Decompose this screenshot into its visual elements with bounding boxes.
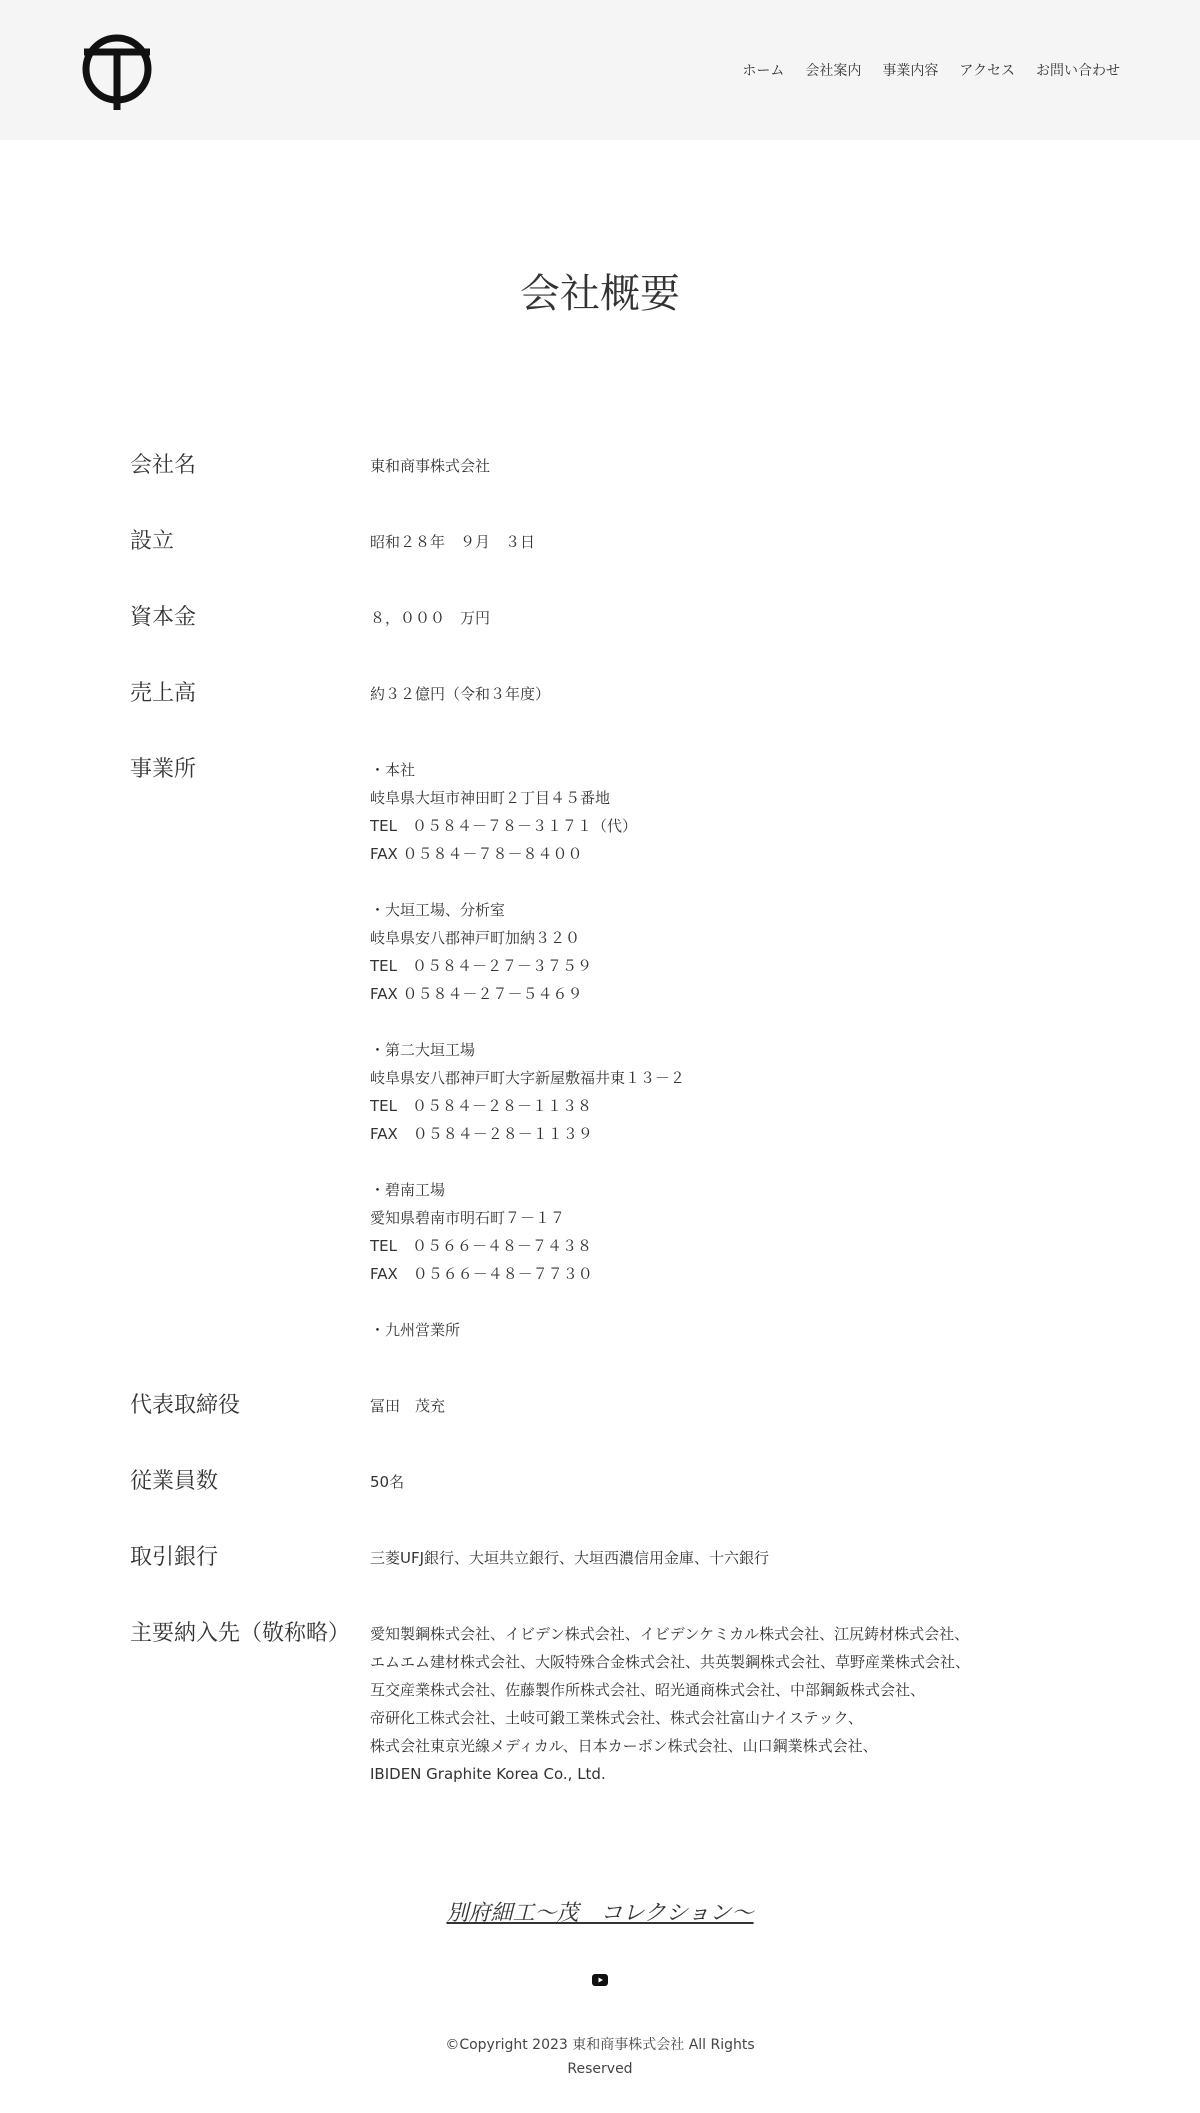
collection-link[interactable]: 別府細工〜茂 コレクション〜	[446, 1901, 754, 1926]
office-line: 愛知県碧南市明石町７－１７	[370, 1209, 566, 1227]
office-line: ・本社	[370, 761, 416, 779]
office-spacer	[370, 868, 1090, 896]
nav-home[interactable]: ホーム	[742, 63, 785, 79]
customer-line: エムエム建材株式会社、大阪特殊合金株式会社、共英製鋼株式会社、草野産業株式会社、	[370, 1653, 971, 1671]
customer-line: 帝研化工株式会社、土岐可鍛工業株式会社、株式会社富山ナイステック、	[370, 1709, 863, 1727]
office-line: ・第二大垣工場	[370, 1041, 476, 1059]
nav-business[interactable]: 事業内容	[882, 63, 939, 79]
row-value: 約３２億円（令和３年度）	[370, 685, 551, 703]
youtube-icon[interactable]	[592, 1973, 608, 1987]
row-label: 設立	[130, 529, 175, 554]
office-line: TEL ０５８４－７８－３１７１（代）	[370, 817, 637, 835]
row-label: 取引銀行	[130, 1545, 219, 1570]
office-line: 岐阜県安八郡神戸町大字新屋敷福井東１３－２	[370, 1069, 686, 1087]
office-line: ・大垣工場、分析室	[370, 901, 506, 919]
company-logo-icon[interactable]	[80, 28, 154, 112]
row-value: 50名	[370, 1473, 405, 1491]
office-line: FAX ０５８４－７８－８４００	[370, 845, 583, 863]
customer-line: 株式会社東京光線メディカル、日本カーボン株式会社、山口鋼業株式会社、	[370, 1737, 878, 1755]
copyright-line: ©Copyright 2023 東和商事株式会社 All Rights	[445, 2037, 755, 2053]
row-label: 従業員数	[130, 1469, 219, 1494]
office-line: ・碧南工場	[370, 1181, 446, 1199]
row-value	[370, 1620, 1090, 1788]
office-line: FAX ０５８４－２７－５４６９	[370, 985, 583, 1003]
collection-link-wrap	[0, 1896, 1200, 1927]
office-line: 岐阜県安八郡神戸町加納３２０	[370, 929, 581, 947]
nav-access[interactable]: アクセス	[959, 63, 1015, 79]
row-value	[370, 756, 1090, 1344]
row-label: 資本金	[130, 605, 197, 630]
row-value: 三菱UFJ銀行、大垣共立銀行、大垣西濃信用金庫、十六銀行	[370, 1549, 770, 1567]
nav-company[interactable]: 会社案内	[805, 63, 862, 79]
customer-line: 愛知製鋼株式会社、イビデン株式会社、イビデンケミカル株式会社、江尻鋳材株式会社、	[370, 1625, 970, 1643]
row-label: 代表取締役	[130, 1393, 241, 1418]
row-value: 昭和２８年 ９月 ３日	[370, 533, 536, 551]
office-line: TEL ０５６６－４８－７４３８	[370, 1237, 592, 1255]
row-value: 冨田 茂充	[370, 1397, 446, 1415]
office-line: FAX ０５６６－４８－７７３０	[370, 1265, 593, 1283]
page-title: 会社概要	[520, 271, 680, 317]
customer-line: IBIDEN Graphite Korea Co., Ltd.	[370, 1765, 606, 1783]
site-header	[0, 0, 1200, 140]
row-label: 主要納入先（敬称略）	[130, 1621, 351, 1646]
office-line: TEL ０５８４－２７－３７５９	[370, 957, 592, 975]
row-value: 東和商事株式会社	[370, 457, 491, 475]
office-spacer	[370, 1008, 1090, 1036]
nav-contact[interactable]: お問い合わせ	[1036, 63, 1120, 79]
copyright-line: Reserved	[567, 2061, 633, 2077]
customer-line: 互交産業株式会社、佐藤製作所株式会社、昭光通商株式会社、中部鋼鈑株式会社、	[370, 1681, 926, 1699]
main-nav	[742, 60, 1120, 80]
office-line: 岐阜県大垣市神田町２丁目４５番地	[370, 789, 611, 807]
office-line: TEL ０５８４－２８－１１３８	[370, 1097, 592, 1115]
office-line: ・九州営業所	[370, 1321, 461, 1339]
row-value: ８，０００ 万円	[370, 609, 491, 627]
row-label: 会社名	[130, 453, 197, 478]
office-spacer	[370, 1288, 1090, 1316]
copyright	[440, 2033, 760, 2081]
office-line: FAX ０５８４－２８－１１３９	[370, 1125, 593, 1143]
row-label: 事業所	[130, 757, 197, 782]
row-label: 売上高	[130, 681, 197, 706]
office-spacer	[370, 1148, 1090, 1176]
